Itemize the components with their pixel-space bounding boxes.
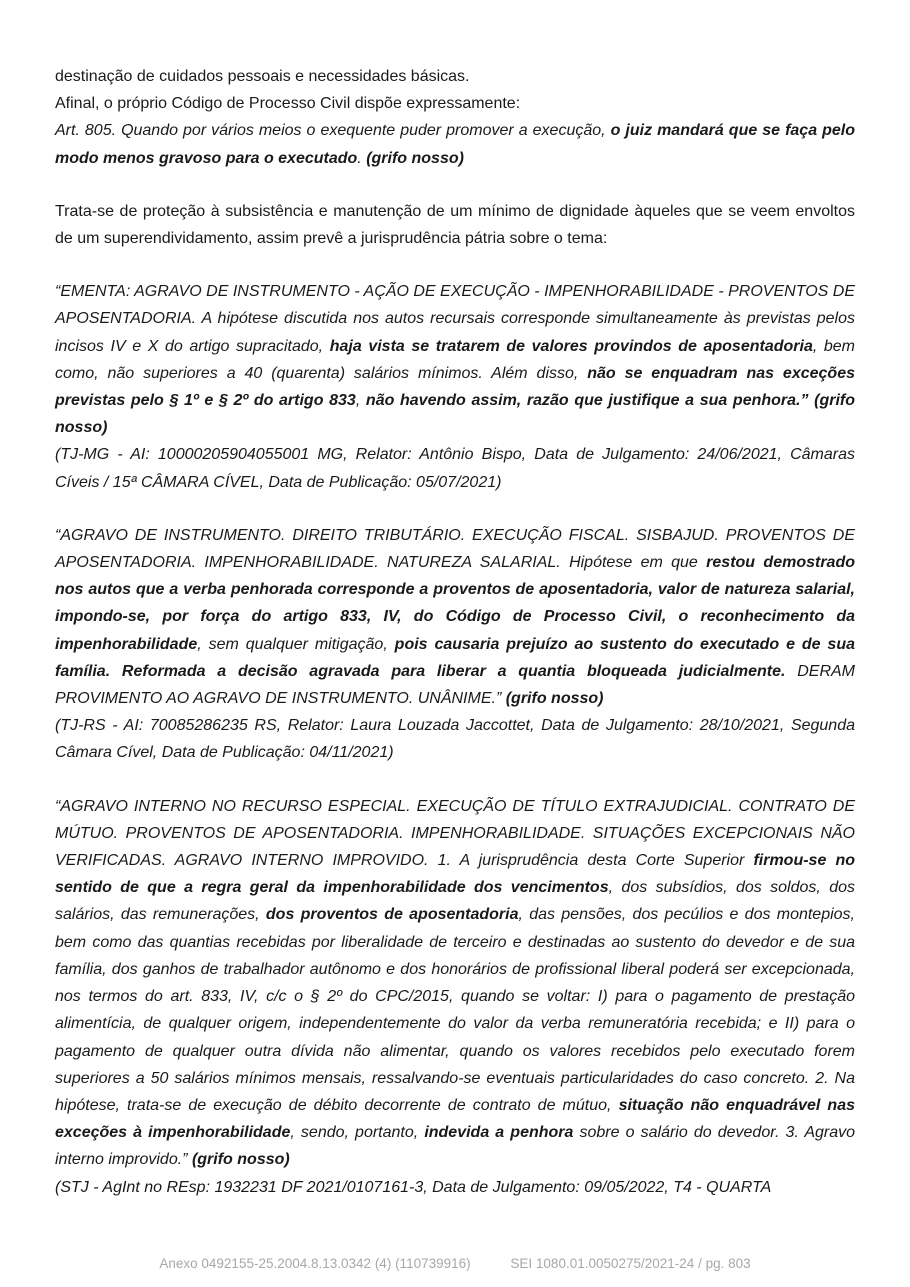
quote-stj [55,793,855,1174]
paragraph-protecao: Trata-se de proteção à subsistência e manutenção de um mínimo de dignidade àqueles que se veem envoltos de um superendividamento, assim prevê a jurisprudência pátria sobre o tema: [55,202,855,248]
citation-stj: (STJ - AgInt no REsp: 1932231 DF 2021/0107161-3, Data de Julgamento: 09/05/2022, T4 - QUARTA [55,1178,772,1196]
tjrs-grifo: (grifo nosso) [505,690,604,708]
stj-bold-3: situação não enquadrável nas exceções à impenhorabilidade [55,1096,855,1142]
art805-emphasis: o juiz mandará que se faça pelo modo menos gravoso para o executado [55,122,855,167]
stj-text-2: , dos subsídios, dos soldos, dos salários, das remunerações, [55,879,855,924]
document-body [55,63,855,1201]
art805-period: . [357,149,367,167]
tjrs-bold-2: pois causaria prejuízo ao sustento do executado e de sua família. Reformada a decisão agravada para liberar a quantia bloqueada judicialmente. [55,635,855,680]
quote-art-805 [55,117,855,171]
citation-tjrs: (TJ-RS - AI: 70085286235 RS, Relator: Laura Louzada Jaccottet, Data de Julgamento: 28/10/2021, Segunda Câmara Cível, Data de Publicação: 04/11/2021) [55,717,855,762]
page-footer [0,1256,910,1271]
stj-bold-1: firmou-se no sentido de que a regra geral da impenhorabilidade dos vencimentos [55,852,855,897]
stj-text-1: “AGRAVO INTERNO NO RECURSO ESPECIAL. EXECUÇÃO DE TÍTULO EXTRAJUDICIAL. CONTRATO DE MÚTUO. PROVENTOS DE APOSENTADORIA. IMPENHORABILIDADE. SITUAÇÕES EXCEPCIONAIS NÃO VERIFICADAS. AGRAVO INTERNO IMPROVIDO. 1. A jurisprudência desta Corte Superior [55,797,855,870]
stj-grifo: (grifo nosso) [191,1151,290,1169]
tjmg-text-2: , bem como, não superiores a 40 (quarenta) salários mínimos. Além disso, [55,337,856,382]
tjmg-text-1: “EMENTA: AGRAVO DE INSTRUMENTO - AÇÃO DE EXECUÇÃO - IMPENHORABILIDADE - PROVENTOS DE APOSENTADORIA. A hipótese discutida nos autos recursais corresponde simultaneamente às previstas pelos incisos IV e X do artigo supracitado, [55,283,855,355]
tjrs-text-2: , sem qualquer mitigação, [197,635,395,653]
quote-tjrs [55,522,855,712]
tjrs-text-1: “AGRAVO DE INSTRUMENTO. DIREITO TRIBUTÁRIO. EXECUÇÃO FISCAL. SISBAJUD. PROVENTOS DE APOSENTADORIA. IMPENHORABILIDADE. NATUREZA SALARIAL. Hipótese em que [55,526,855,572]
stj-text-4: , sendo, portanto, [290,1124,425,1142]
footer-annex-id: Anexo 0492155-25.2004.8.13.0342 (4) (110739916) [159,1256,471,1271]
tjrs-bold-1: restou demostrado nos autos que a verba penhorada corresponde a proventos de aposentadoria, valor de natureza salarial, impondo-se, por força do artigo 833, IV, do Código de Processo Civil, o reconhecimento da impenhorabilidade [55,554,855,653]
quote-tjmg [55,278,855,441]
art805-text: Art. 805. Quando por vários meios o exequente puder promover a execução, [55,122,611,140]
tjmg-bold-1: haja vista se tratarem de valores provindos de aposentadoria [329,337,813,355]
tjmg-text-3: , [355,392,366,410]
tjmg-bold-3: não havendo assim, razão que justifique a sua penhora.” (grifo nosso) [55,392,856,437]
paragraph-intro-end: destinação de cuidados pessoais e necessidades básicas. [55,68,470,85]
stj-text-3: , das pensões, dos pecúlios e dos montepios, bem como das quantias recebidas por liberalidade de terceiro e destinadas ao sustento do devedor e de sua família, dos ganhos de trabalhador autônomo e dos honorários de profissional liberal poderá ser excepcionada, nos termos do art. 833, IV, c/c o § 2º do CPC/2015, quando se voltar: I) para o pagamento de prestação alimentícia, de qualquer origem, independentemente do valor da verba remuneratória recebida; e II) para o pagamento de qualquer outra dívida não alimentar, quando os valores recebidos pelo executado forem superiores a 50 salários mínimos mensais, ressalvando-se eventuais particularidades do caso concreto. 2. Na hipótese, trata-se de execução de débito decorrente de contrato de mútuo, [55,906,856,1114]
stj-text-5: sobre o salário do devedor. 3. Agravo interno improvido.” [55,1124,856,1169]
paragraph-cpc-intro: Afinal, o próprio Código de Processo Civil dispõe expressamente: [55,95,521,113]
tjmg-bold-2: não se enquadram nas exceções previstas pelo § 1º e § 2º do artigo 833 [55,364,855,410]
citation-tjmg: (TJ-MG - AI: 10000205904055001 MG, Relator: Antônio Bispo, Data de Julgamento: 24/06/2021, Câmaras Cíveis / 15ª CÂMARA CÍVEL, Data de Publicação: 05/07/2021) [55,446,855,491]
stj-bold-2: dos proventos de aposentadoria [265,906,519,924]
footer-sei-page: SEI 1080.01.0050275/2021-24 / pg. 803 [510,1256,751,1271]
stj-bold-4: indevida a penhora [424,1124,574,1142]
art805-grifo: (grifo nosso) [366,149,464,167]
tjrs-text-3: DERAM PROVIMENTO AO AGRAVO DE INSTRUMENTO. UNÂNIME.” [55,662,855,708]
